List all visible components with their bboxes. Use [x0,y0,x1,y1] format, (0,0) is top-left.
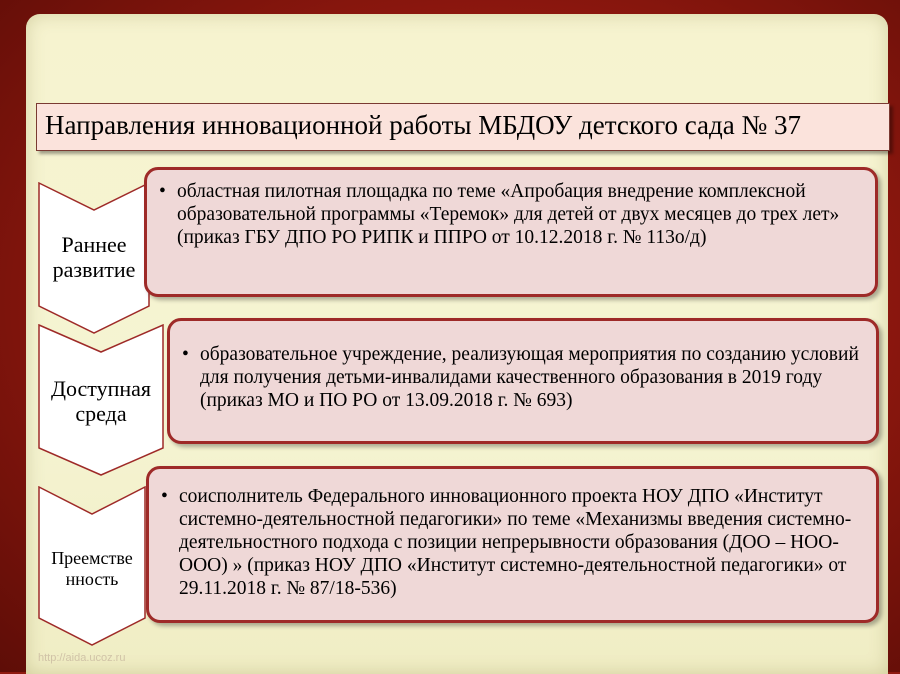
card-accessible-environment [167,318,879,444]
section-label-line: нность [65,568,119,589]
chevron-accessible-environment [38,324,164,476]
slide-title: Направления инновационной работы МБДОУ детского сада № 37 [45,110,802,140]
section-label-line: Раннее [61,232,127,257]
title-box [36,103,890,151]
section-label-line: Доступная [50,376,152,401]
chevron-continuity [38,486,146,646]
card-text-content: областная пилотная площадка по теме «Апробация внедрение комплексной образовательной программы «Теремок» для детей от двух месяцев до трех лет» (приказ ГБУ ДПО РО РИПК и ППРО от 10.12.2018 г. № 113о/д) [177,181,840,248]
bullet-icon: • [161,486,168,507]
chevron-early-development [38,182,150,334]
section-label-line: Преемстве [51,548,133,568]
card-text [159,180,865,249]
bullet-icon: • [182,344,189,365]
bullet-icon: • [159,181,166,202]
section-label [38,232,150,283]
card-continuity [146,466,879,623]
card-text [161,485,866,600]
card-text-content: соисполнитель Федерального инновационного проекта НОУ ДПО «Институт системно-деятельностной педагогики» по теме «Механизмы введения системно-деятельностного подхода с позиции непрерывности образования (ДОО – НОО-ООО) » (приказ НОУ ДПО «Институт системно-деятельностной педагогики» от 29.11.2018 г. № 87/18-536) [179,486,852,599]
card-text [182,343,866,412]
section-label [38,548,146,589]
card-text-content: образовательное учреждение, реализующая мероприятия по созданию условий для получения детьми-инвалидами качественного образования в 2019 году (приказ МО и ПО РО от 13.09.2018 г. № 693) [200,344,859,411]
section-label-line: развитие [52,257,136,283]
section-label [38,376,164,427]
card-early-development [144,167,878,297]
watermark: http://aida.ucoz.ru [38,652,126,664]
section-label-line: среда [75,401,127,427]
